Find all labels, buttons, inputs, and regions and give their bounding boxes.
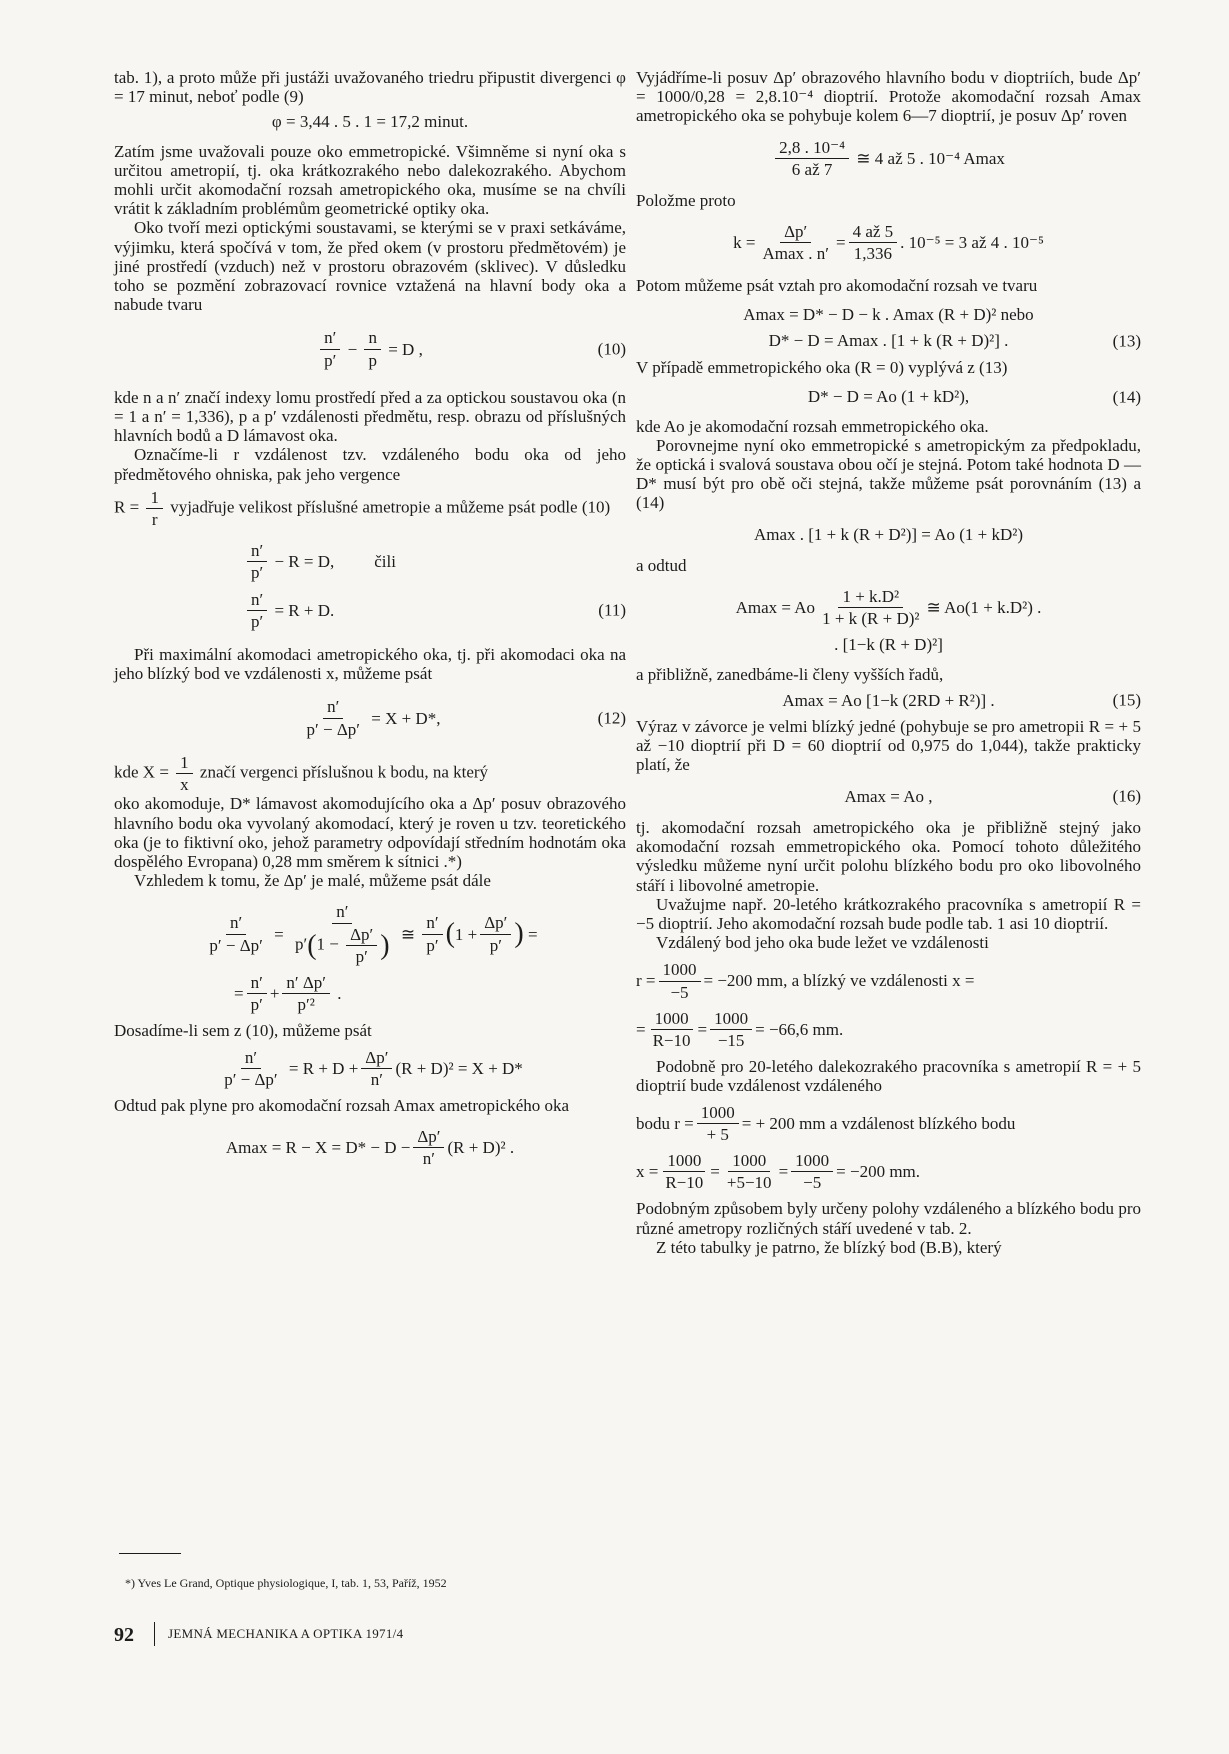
equation-x2: x = $\frac{1000}{R-10}$ = $\frac{1000}{+5-10}$ = $\frac{1000}{-5}$ = −200 mm. [636,1150,921,1193]
equation-substitution: $\frac{n'}{p' - \Delta p'}$ = R + D + $\frac{\Delta p'}{n'}$ (R + D)² = X + D* [224,1047,523,1089]
paragraph: Označíme-li r vzdálenost tzv. vzdáleného bodu oka od jeho předmětového ohniska, pak jeho vergence [114,445,626,484]
equation-number: (16) [1112,786,1141,806]
equation-x: = $\frac{1000}{R-10}$ = $\frac{1000}{-15}$ = −66,6 mm. [636,1008,844,1050]
equation-phi: φ = 3,44 . 5 . 1 = 17,2 minut. [271,112,469,132]
footnote-rule [119,1553,181,1554]
left-column [114,68,626,1176]
equation-bod: bodu r = $\frac{1000}{+ 5}$ = + 200 mm a vzdálenost blízkého bodu [636,1102,1016,1144]
paragraph: Výraz v závorce je velmi blízký jedné (pohybuje se pro ametropii R = + 5 až −10 dioptrií při D = 60 dioptrií od 0,975 do 1,044), takže prakticky platí, že [636,717,1141,775]
equation-13a: Amax = D* − D − k . Amax (R + D)² nebo [743,304,1034,324]
right-column [636,68,1141,1257]
paragraph: Položme proto [636,191,736,211]
paragraph-x: kde X = $\frac{1}{x}$ značí vergenci příslušnou k bodu, na který [114,752,489,795]
paragraph: tj. akomodační rozsah ametropického oka je přibližně stejný jako akomodační rozsah emmetropického oka. Pomocí tohoto důležitého výsledku můžeme nyní určit polohu blízkého bodu pro oko libovolného stáří i libovolné ametropie. [636,817,1141,895]
paragraph-vergence: R = $\frac{1}{r}$ vyjadřuje velikost příslušné ametropie a můžeme psát podle (10) [114,487,611,530]
equation-fraction-cont: . [1−k (R + D)²] [834,635,943,655]
equation-k: k = $\frac{\Delta p'}{Amax . n'}$ = $\frac{4 až 5}{1,336}$ . 10⁻⁵ = 3 až 4 . 10⁻⁵ [733,222,1044,264]
paragraph: Vzhledem k tomu, že Δp′ je malé, můžeme psát dále [134,871,491,891]
paragraph: Potom můžeme psát vztah pro akomodační rozsah ve tvaru [636,275,1038,295]
paragraph: Vzdálený bod jeho oka bude ležet ve vzdálenosti [656,933,989,953]
equation-number: (14) [1112,387,1141,407]
paragraph: a odtud [636,555,687,575]
paragraph: Podobně pro 20-letého dalekozrakého pracovníka s ametropií R = + 5 dioptrií bude vzdálenost vzdáleného [636,1057,1141,1096]
paragraph: Z této tabulky je patrno, že blízký bod (B.B), který [656,1237,1002,1257]
equation-expansion-1: $\frac{n'}{p' - \Delta p'}$ = n′ p′(1 − $\frac{\Delta p'}{p'}$ ) ≅ $\frac{n'}{p'}$ ( 1 + $\frac{\Delta p'}{p'}$ ) = [209,902,538,966]
equation-expansion-2: = $\frac{n'}{p'}$ + $\frac{n' \Delta p'}{\text{p′²}}$ . [234,972,342,1015]
paragraph: Dosadíme-li sem z (10), můžeme psát [114,1021,372,1041]
equation-11a: $\frac{n'}{p'}$ − R = D, čili [114,541,626,582]
equation-number: (13) [1112,331,1141,351]
equation-fraction: Amax = Ao $\frac{\text{1 + k.D²}}{\text{1 + k (R + D)²}}$ ≅ Ao(1 + k.D²) . [735,587,1042,629]
paragraph: tab. 1), a proto může při justáži uvažovaného triedru připustit divergenci φ = 17 minut, neboť podle (9) [114,68,626,107]
equation-r: r = $\frac{1000}{-5}$ = −200 mm, a blízký ve vzdálenosti x = [636,960,975,1002]
equation-15: Amax = Ao [1−k (2RD + R²)] . (15) [782,690,1141,710]
paragraph: Odtud pak plyne pro akomodační rozsah Amax ametropického oka [114,1095,570,1115]
paragraph: kde Ao je akomodační rozsah emmetropického oka. [636,416,989,436]
paragraph: Vyjádříme-li posuv Δp′ obrazového hlavního bodu v dioptriích, bude Δp′ = 1000/0,28 = 2,8.10⁻⁴ dioptrií. Protože akomodační rozsah Amax ametropického oka se pohybuje kolem 6—7 dioptrií, je posuv Δp′ roven [636,68,1141,126]
equation-amax: Amax = R − X = D* − D − $\frac{\Delta p'}{n'}$ (R + D)² . [225,1127,515,1169]
paragraph: Porovnejme nyní oko emmetropické s ametropickým za předpokladu, že optická i svalová soustava obou očí je stejná. Potom také hodnota D — D* musí být pro obě oči stejná, takže můžeme psát porovnáním (13) a (14) [636,435,1141,513]
equation-number: (15) [1112,690,1141,710]
paragraph: Uvažujme např. 20-letého krátkozrakého pracovníka s ametropií R = −5 dioptrií. Jeho akomodační rozsah bude podle tab. 1 asi 10 dioptrií. [636,894,1141,933]
paragraph: Oko tvoří mezi optickými soustavami, se kterými se v praxi setkáváme, výjimku, která spočívá v tom, že před okem (v prostoru předmětovém) je jiné prostředí (vzduch) než v prostoru obrazovém (sklivec). V důsledku toho se pozmění zobrazovací rovnice vztažená na hlavní body oka a nabude tvaru [114,218,626,315]
paragraph: V případě emmetropického oka (R = 0) vyplývá z (13) [636,358,1008,378]
footnote: *) Yves Le Grand, Optique physiologique, I, tab. 1, 53, Paříž, 1952 [125,1576,447,1590]
paragraph: oko akomoduje, D* lámavost akomodujícího oka a Δp′ posuv obrazového hlavního bodu oka vyvolaný akomodací, který je roven u tzv. teoretického oka (je to fiktivní oko, jehož parametry odpovídají středním hodnotám oka dospělého Evropana) 0,28 mm směrem k sítnici .*) [114,794,626,871]
equation-11b: $\frac{n'}{p'}$ = R + D. (11) [114,590,626,631]
paragraph: kde n a n′ značí indexy lomu prostředí před a za optickou soustavou oka (n = 1 a n′ = 1,336), p a p′ vzdálenosti předmětu, resp. obrazu od příslušných hlavních bodů a D lámavost oka. [114,387,626,446]
equation-number: (12) [597,708,626,728]
equation-number: (10) [597,339,626,359]
paragraph: Podobným způsobem byly určeny polohy vzdáleného a blízkého bodu pro různé ametropy rozličných stáří uvedené v tab. 2. [636,1199,1141,1238]
paragraph: Při maximální akomodaci ametropického oka, tj. při akomodaci oka na jeho blízký bod ve vzdálenosti x, můžeme psát [114,645,626,684]
equation-number: (11) [598,600,626,620]
equation-16: Amax = Ao , (16) [844,786,1141,806]
page-number: 92 [114,1624,134,1646]
paragraph: a přibližně, zanedbáme-li členy vyšších řadů, [636,664,944,684]
paragraph: Zatím jsme uvažovali pouze oko emmetropické. Všimněme si nyní oka s určitou ametropií, tj. oka krátkozrakého nebo dalekozrakého. Abychom mohli určit akomodační rozsah ametropického oka, musíme se na chvíli vrátit k základním problémům geometrické optiky oka. [114,141,626,219]
equation-r1: $\frac{\text{2,8 . 10⁻⁴}}{6 až 7}$ ≅ 4 až 5 . 10⁻⁴ Amax [636,138,1141,179]
journal-name: JEMNÁ MECHANIKA A OPTIKA 1971/4 [168,1626,404,1641]
equation-13b: D* − D = Amax . [1 + k (R + D)²] . (13) [768,331,1141,351]
equation-10: $\frac{n'}{p'}$ − $\frac{n}{p}$ = D , (10) [114,328,626,369]
equation-12: $\frac{n'}{p' - \Delta p'}$ = X + D*, (12) [306,697,626,739]
equation-compare: Amax . [1 + k (R + D²)] = Ao (1 + kD²) [753,524,1024,544]
footer-separator [154,1622,155,1646]
equation-14: D* − D = Ao (1 + kD²), (14) [807,387,1141,407]
